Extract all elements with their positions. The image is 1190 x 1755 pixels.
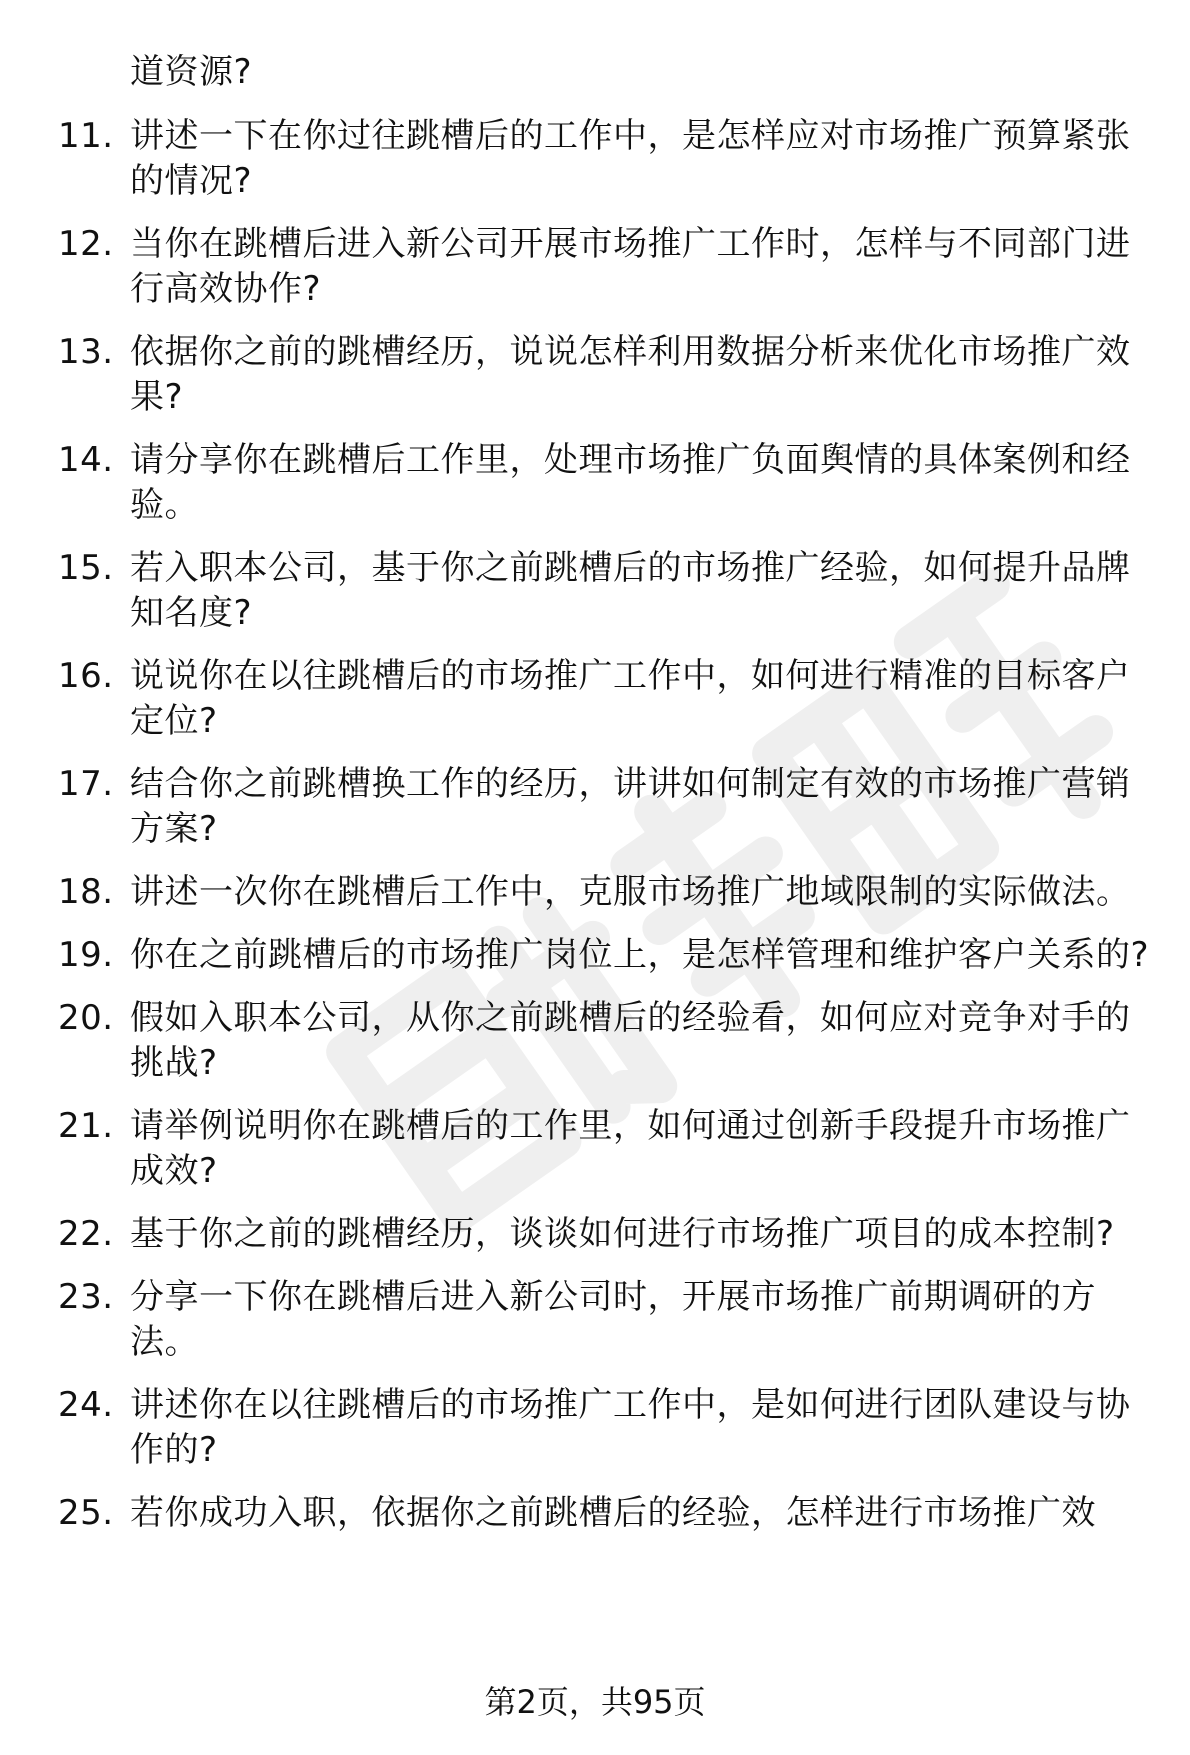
- question-text: 依据你之前的跳槽经历，说说怎样利用数据分析来优化市场推广效果?: [130, 332, 1131, 417]
- question-number: 20.: [58, 998, 114, 1038]
- question-item: [0, 438, 1190, 528]
- question-text: 分享一下你在跳槽后进入新公司时，开展市场推广前期调研的方法。: [130, 1277, 1096, 1362]
- question-text: 若你成功入职，依据你之前跳槽后的经验，怎样进行市场推广效: [130, 1493, 1096, 1533]
- question-number: 11.: [58, 116, 114, 156]
- question-text: 讲述一次你在跳槽后工作中，克服市场推广地域限制的实际做法。: [130, 872, 1131, 912]
- question-item: [0, 762, 1190, 852]
- question-text: 讲述你在以往跳槽后的市场推广工作中，是如何进行团队建设与协作的?: [130, 1385, 1131, 1470]
- question-item: [0, 996, 1190, 1086]
- question-text: 请举例说明你在跳槽后的工作里，如何通过创新手段提升市场推广成效?: [130, 1106, 1131, 1191]
- question-item: [0, 1275, 1190, 1365]
- question-number: 17.: [58, 764, 114, 804]
- question-text: 讲述一下在你过往跳槽后的工作中，是怎样应对市场推广预算紧张的情况?: [130, 116, 1131, 201]
- question-list: [0, 50, 1190, 1554]
- question-text: 假如入职本公司，从你之前跳槽后的经验看，如何应对竞争对手的挑战?: [130, 998, 1131, 1083]
- question-item: [0, 1383, 1190, 1473]
- question-text: 基于你之前的跳槽经历，谈谈如何进行市场推广项目的成本控制?: [130, 1214, 1115, 1254]
- continuation-line: [0, 50, 1190, 95]
- question-number: 22.: [58, 1214, 114, 1254]
- question-number: 16.: [58, 656, 114, 696]
- question-item: [0, 1104, 1190, 1194]
- question-item: [0, 114, 1190, 204]
- question-item: [0, 933, 1190, 978]
- question-number: 23.: [58, 1277, 114, 1317]
- page-number-footer: 第2页，共95页: [484, 1683, 706, 1721]
- question-number: 19.: [58, 935, 114, 975]
- question-item: [0, 1212, 1190, 1257]
- question-number: 25.: [58, 1493, 114, 1533]
- question-item: [0, 222, 1190, 312]
- question-item: [0, 330, 1190, 420]
- question-number: 21.: [58, 1106, 114, 1146]
- question-number: 13.: [58, 332, 114, 372]
- question-number: 24.: [58, 1385, 114, 1425]
- question-item: [0, 546, 1190, 636]
- question-number: 14.: [58, 440, 114, 480]
- question-number: 12.: [58, 224, 114, 264]
- question-text: 说说你在以往跳槽后的市场推广工作中，如何进行精准的目标客户定位?: [130, 656, 1131, 741]
- continuation-text: 道资源?: [130, 52, 253, 92]
- question-text: 当你在跳槽后进入新公司开展市场推广工作时，怎样与不同部门进行高效协作?: [130, 224, 1131, 309]
- question-text: 你在之前跳槽后的市场推广岗位上，是怎样管理和维护客户关系的?: [130, 935, 1150, 975]
- question-text: 若入职本公司，基于你之前跳槽后的市场推广经验，如何提升品牌知名度?: [130, 548, 1131, 633]
- question-number: 18.: [58, 872, 114, 912]
- question-item: [0, 654, 1190, 744]
- question-number: 15.: [58, 548, 114, 588]
- question-text: 请分享你在跳槽后工作里，处理市场推广负面舆情的具体案例和经验。: [130, 440, 1131, 525]
- question-item: [0, 1491, 1190, 1536]
- question-text: 结合你之前跳槽换工作的经历，讲讲如何制定有效的市场推广营销方案?: [130, 764, 1131, 849]
- question-item: [0, 870, 1190, 915]
